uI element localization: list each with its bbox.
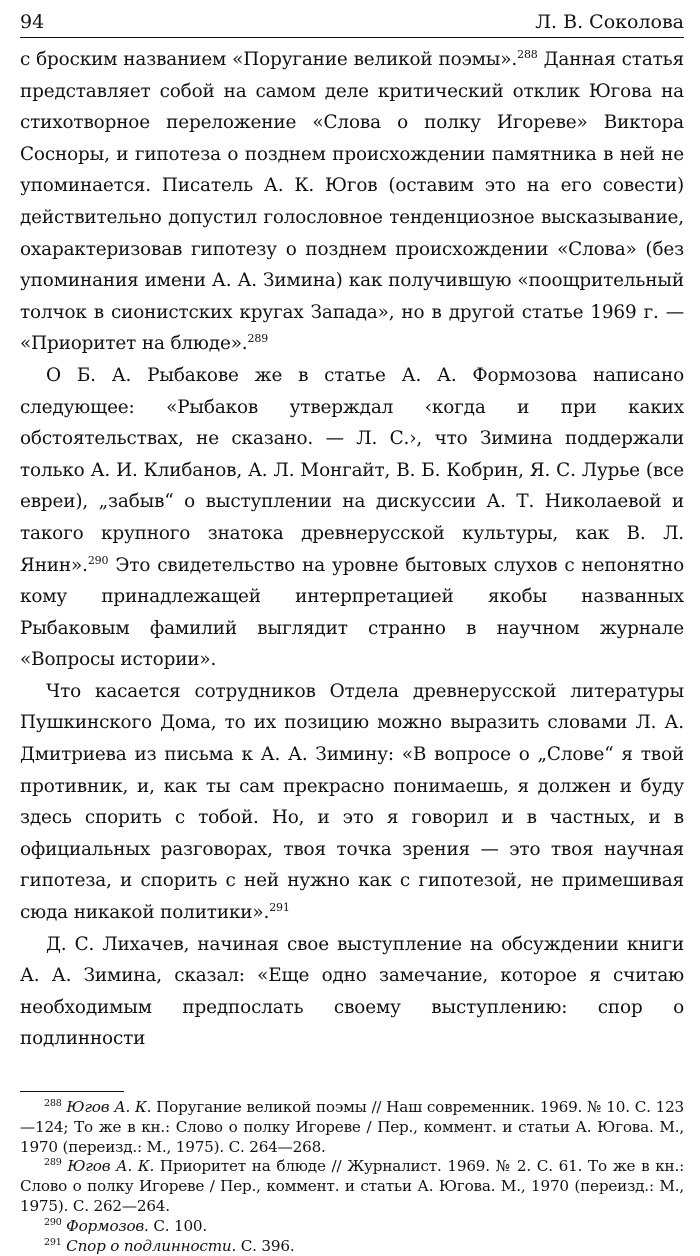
- text-run: С. 100.: [148, 1216, 208, 1235]
- footnote: [20, 1237, 684, 1256]
- footnotes: [20, 1098, 684, 1256]
- footnote-marker: 291: [269, 900, 290, 914]
- footnote: [20, 1217, 684, 1237]
- running-title: Л. В. Соколова: [535, 11, 684, 33]
- running-header: [20, 10, 684, 38]
- footnote-marker: 289: [247, 332, 269, 346]
- footnote-divider: [20, 1091, 124, 1092]
- footnote: [20, 1157, 684, 1216]
- text-run: с броским названием «Поругание великой поэмы».: [20, 49, 518, 70]
- text-run: Приоритет на блюде // Журналист. 1969. № 2. С. 61. То же в кн.: Слово о полку Игореве / Пер., коммент. и статьи А. Югова. М., 1970 (переизд.: М., 1975). С. 262—264.: [20, 1157, 684, 1215]
- text-run: С. 396.: [236, 1236, 295, 1255]
- text-run: Д. С. Лихачев, начиная свое выступление на обсуждении книги А. А. Зимина, сказал: «Еще одно замечание, которое я считаю необходимым предпослать своему выступлению: спор о подлинности: [20, 933, 684, 1050]
- footnote-author: Спор о подлинности.: [61, 1236, 237, 1255]
- paragraph: [20, 929, 684, 1055]
- main-text: [20, 44, 684, 1055]
- footnote-marker: 288: [44, 1097, 62, 1109]
- paragraph: [20, 44, 684, 360]
- paragraph: [20, 360, 684, 676]
- text-run: Поругание великой поэмы // Наш современник. 1969. № 10. С. 123—124; То же в кн.: Слово о полку Игореве / Пер., коммент. и статьи А. Югова. М., 1970 (переизд.: М., 1975). С. 264—268.: [20, 1098, 684, 1156]
- footnote-author: Югов А. К.: [61, 1098, 152, 1116]
- footnote-author: Югов А. К.: [61, 1157, 155, 1176]
- footnote-marker: 289: [44, 1157, 62, 1169]
- text-run: Что касается сотрудников Отдела древнерусской литературы Пушкинского Дома, то их позицию можно выразить словами Л. А. Дмитриева из письма к А. А. Зимину: «В вопросе о „Слове“ я твой противник, и, как ты сам прекрасно понимаешь, я должен и буду здесь спорить с тобой. Но, и это я говорил и в частных, и в официальных разговорах, твоя точка зрения — это твоя научная гипотеза, и спорить с ней нужно как с гипотезой, не примешивая сюда никакой политики».: [20, 680, 684, 924]
- text-run: Это свидетельство на уровне бытовых слухов с непонятно кому принадлежащей интерпретацией якобы названных Рыбаковым фамилий выглядит странно в научном журнале «Вопросы истории».: [20, 554, 684, 671]
- text-run: О Б. А. Рыбакове же в статье А. А. Формозова написано следующее: «Рыбаков утверждал ‹когда и при каких обстоятельствах, не сказано. — Л. С.›, что Зимина поддержали только А. И. Клибанов, А. Л. Монгайт, В. Б. Кобрин, Я. С. Лурье (все евреи), „забыв“ о выступлении на дискуссии А. Т. Николаевой и такого крупного знатока древнерусской культуры, как В. Л. Янин».: [20, 364, 684, 576]
- text-run: Данная статья представляет собой на самом деле критический отклик Югова на стихотворное переложение «Слова о полку Игореве» Виктора Сосноры, и гипотеза о позднем происхождении памятника в ней не упоминается. Писатель А. К. Югов (оставим это на его совести) действительно допустил голословное тенденциозное высказывание, охарактеризовав гипотезу о позднем происхождении «Слова» (без упоминания имени А. А. Зимина) как получившую «поощрительный толчок в сионистских кругах Запада», но в другой статье 1969 г. — «Приоритет на блюде».: [20, 49, 684, 355]
- paragraph: [20, 676, 684, 929]
- footnote-author: Формозов.: [61, 1216, 149, 1235]
- footnote-marker: 290: [87, 553, 109, 567]
- footnote-marker: 291: [44, 1236, 62, 1248]
- footnote-marker: 288: [517, 47, 538, 61]
- footnote-marker: 290: [44, 1216, 62, 1228]
- page-number: 94: [20, 11, 45, 33]
